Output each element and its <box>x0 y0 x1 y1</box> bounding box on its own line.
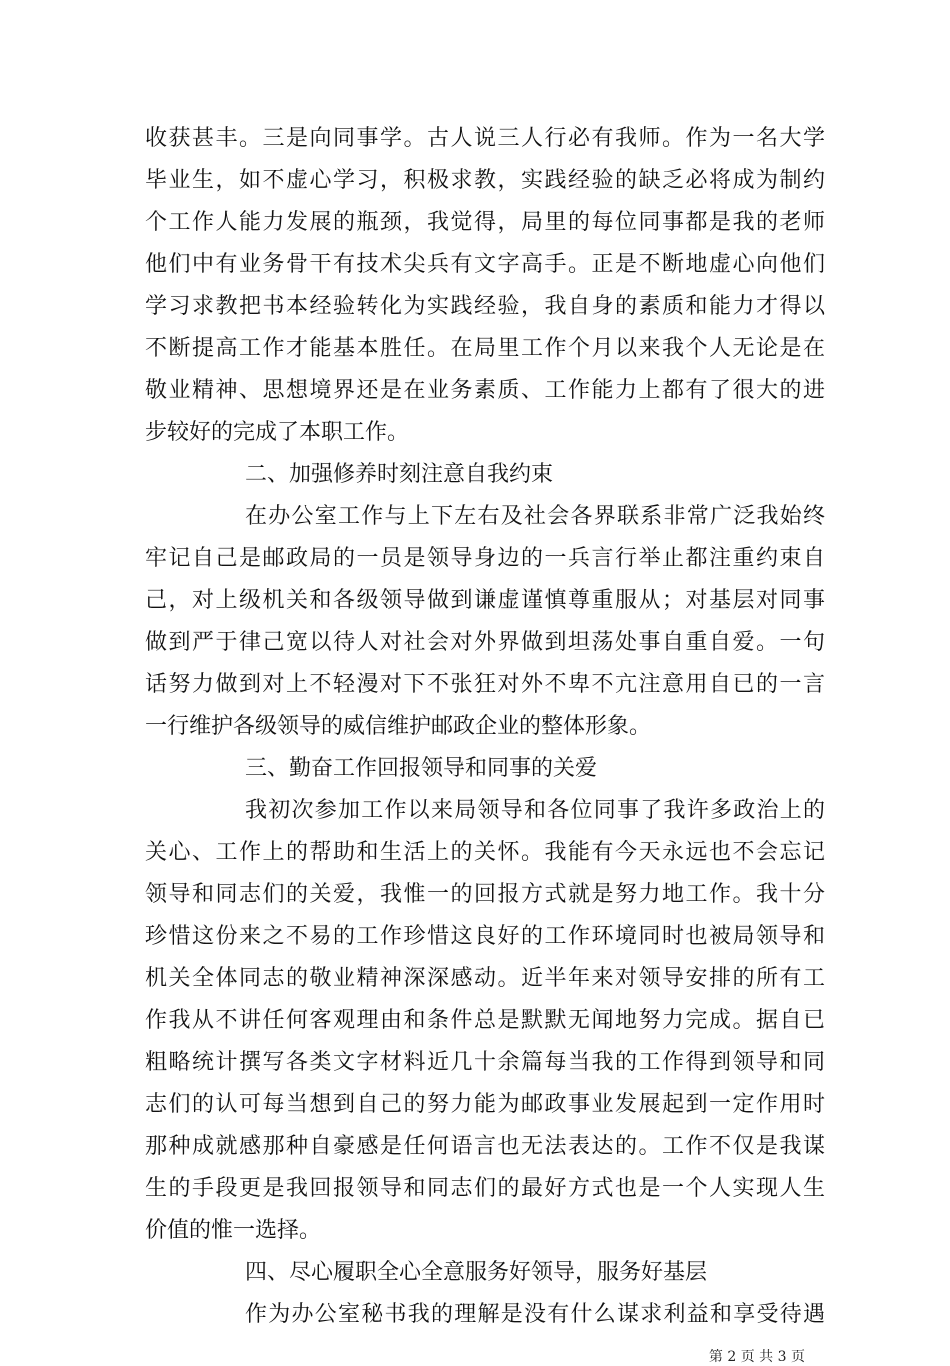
section-heading: 三、勤奋工作回报领导和同事的关爱 <box>245 756 598 781</box>
paragraph-line: 机关全体同志的敬业精神深深感动。近半年来对领导安排的所有工 <box>145 966 825 991</box>
paragraph-line: 牢记自己是邮政局的一员是领导身边的一兵言行举止都注重约束自 <box>145 546 825 571</box>
paragraph-line: 做到严于律己宽以待人对社会对外界做到坦荡处事自重自爱。一句 <box>145 630 825 655</box>
paragraph-line: 珍惜这份来之不易的工作珍惜这良好的工作环境同时也被局领导和 <box>145 924 825 949</box>
paragraph-line: 不断提高工作才能基本胜任。在局里工作个月以来我个人无论是在 <box>145 336 825 361</box>
paragraph-line: 话努力做到对上不轻漫对下不张狂对外不卑不亢注意用自已的一言 <box>145 672 825 697</box>
paragraph-line: 一行维护各级领导的威信维护邮政企业的整体形象。 <box>145 714 652 739</box>
paragraph-line: 作我从不讲任何客观理由和条件总是默默无闻地努力完成。据自已 <box>145 1008 825 1033</box>
paragraph-line: 己，对上级机关和各级领导做到谦虚谨慎尊重服从；对基层对同事 <box>145 588 825 613</box>
paragraph-line: 个工作人能力发展的瓶颈，我觉得，局里的每位同事都是我的老师 <box>145 210 825 235</box>
paragraph-line: 志们的认可每当想到自己的努力能为邮政事业发展起到一定作用时 <box>145 1092 825 1117</box>
paragraph-line: 那种成就感那种自豪感是任何语言也无法表达的。工作不仅是我谋 <box>145 1134 825 1159</box>
paragraph-line: 粗略统计撰写各类文字材料近几十余篇每当我的工作得到领导和同 <box>145 1050 825 1075</box>
section-heading: 四、尽心履职全心全意服务好领导，服务好基层 <box>245 1260 708 1285</box>
paragraph-line: 他们中有业务骨干有技术尖兵有文字高手。正是不断地虚心向他们 <box>145 252 825 277</box>
paragraph-line: 敬业精神、思想境界还是在业务素质、工作能力上都有了很大的进 <box>145 378 825 403</box>
paragraph-line: 收获甚丰。三是向同事学。古人说三人行必有我师。作为一名大学 <box>145 126 825 151</box>
section-heading: 二、加强修养时刻注意自我约束 <box>245 462 554 487</box>
paragraph-line: 步较好的完成了本职工作。 <box>145 420 410 445</box>
paragraph-line: 毕业生，如不虚心学习，积极求教，实践经验的缺乏必将成为制约 <box>145 168 825 193</box>
paragraph-line: 关心、工作上的帮助和生活上的关怀。我能有今天永远也不会忘记 <box>145 840 825 865</box>
paragraph-line: 我初次参加工作以来局领导和各位同事了我许多政治上的 <box>245 798 825 823</box>
paragraph-line: 学习求教把书本经验转化为实践经验，我自身的素质和能力才得以 <box>145 294 825 319</box>
paragraph-line: 在办公室工作与上下左右及社会各界联系非常广泛我始终 <box>245 504 825 529</box>
paragraph-line: 价值的惟一选择。 <box>145 1218 322 1243</box>
paragraph-line: 作为办公室秘书我的理解是没有什么谋求利益和享受待遇 <box>245 1302 825 1327</box>
page-footer: 第 2 页 共 3 页 <box>708 1349 805 1365</box>
paragraph-line: 生的手段更是我回报领导和同志们的最好方式也是一个人实现人生 <box>145 1176 825 1201</box>
paragraph-line: 领导和同志们的关爱，我惟一的回报方式就是努力地工作。我十分 <box>145 882 825 907</box>
